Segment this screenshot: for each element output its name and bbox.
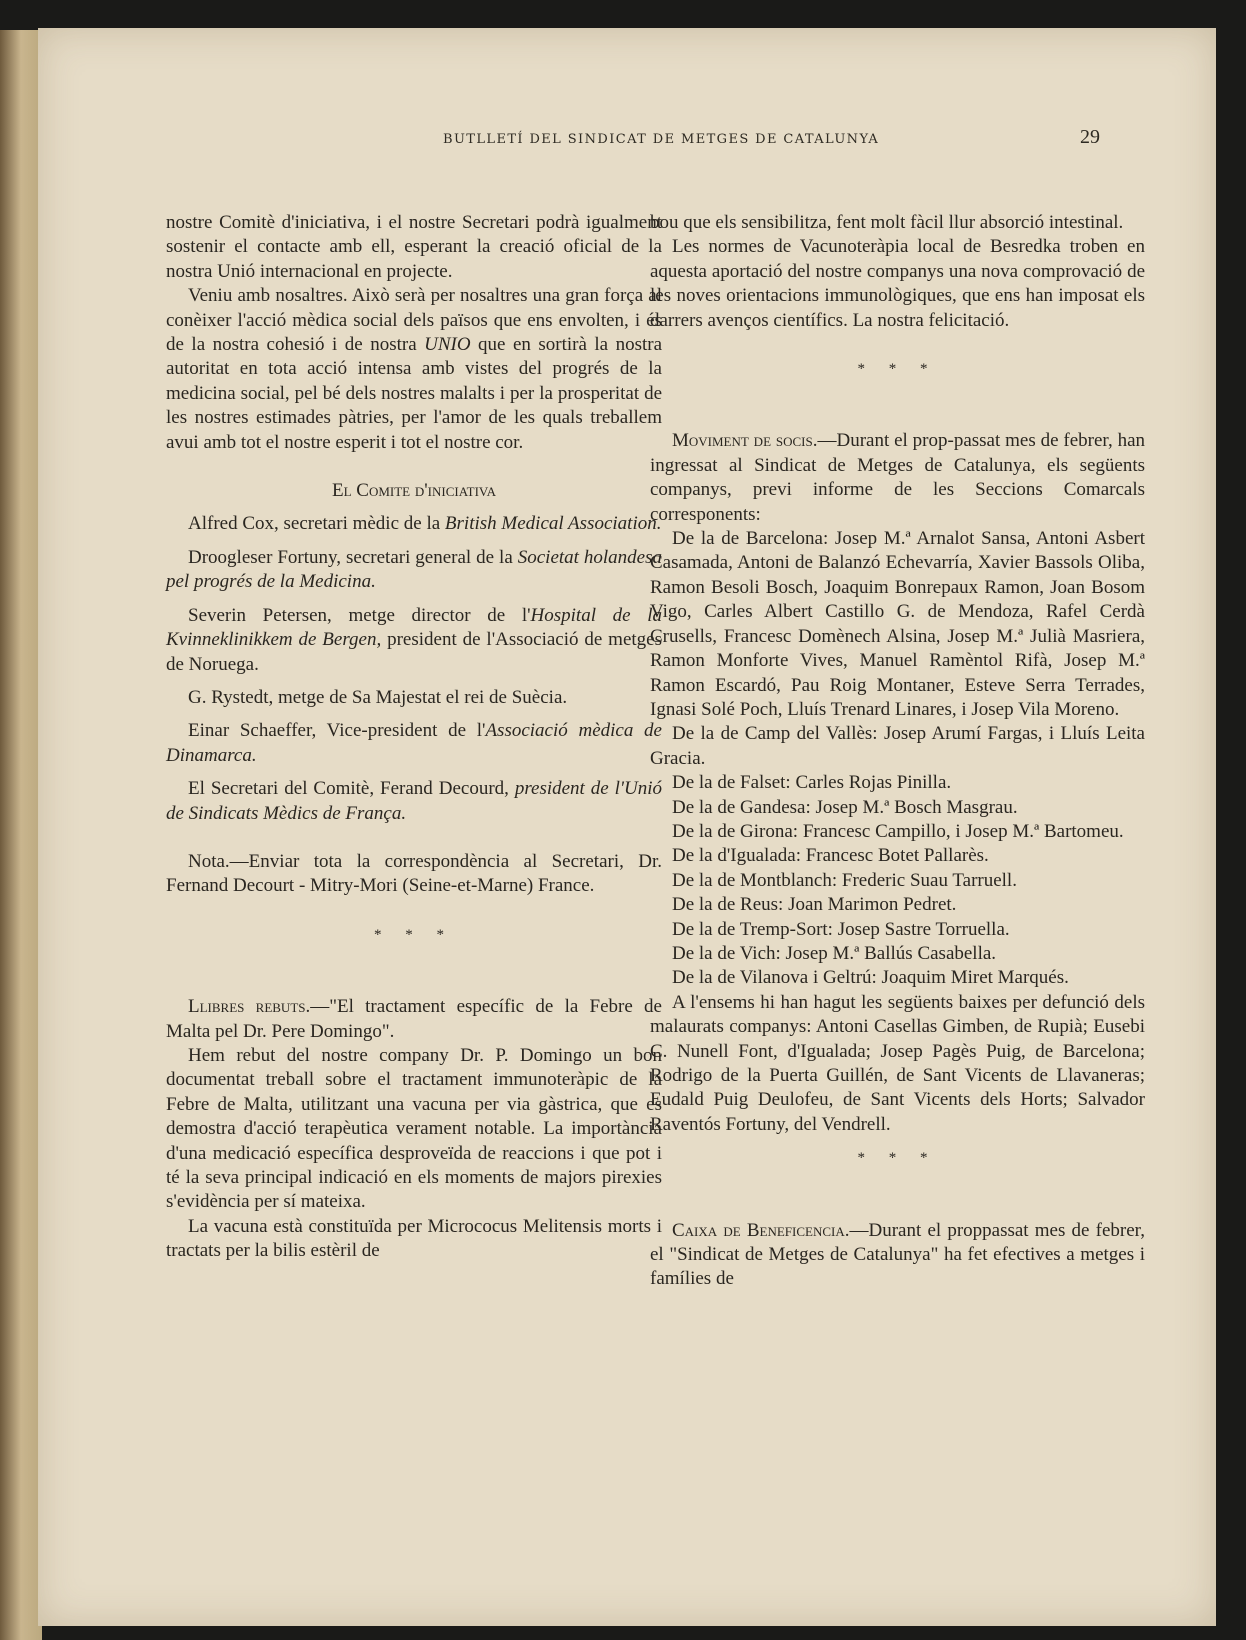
member-droogleser: Droogleser Fortuny, secretari general de la Societat holandesa pel progrés de la Medicina. bbox=[166, 546, 662, 593]
document-page bbox=[38, 28, 1216, 1626]
section-camp-valles: De la de Camp del Vallès: Josep Arumí Fargas, i Lluís Leita Gracia. bbox=[650, 723, 1145, 769]
vaccine-paragraph: La vacuna està constituïda per Micrococus Melitensis morts i tractats per la bilis estèril de bbox=[166, 1215, 662, 1262]
section-barcelona: De la de Barcelona: Josep M.ª Arnalot Sansa, Antoni Asbert Casamada, Antoni de Balanzó Echevarría, Xavier Bassols Oliba, Ramon Besoli Bosch, Joaquim Bonrepaux Ramon, Joan Bosom Vigo, Carles Albert Castillo G. de Mendoza, Rafel Cerdà Crusells, Francesc Domènech Alsina, Josep M.ª Julià Masriera, Ramon Monforte Vives, Manuel Ramèntol Rifà, Josep M.ª Ramon Escardó, Pau Roig Montaner, Esteve Serra Terrades, Ignasi Solé Poch, Lluís Trenard Linares, i Josep Vila Moreno. bbox=[650, 528, 1145, 720]
books-received: Llibres rebuts.—"El tractament específic de la Febre de Malta pel Dr. Pere Domingo". bbox=[166, 996, 662, 1042]
member-petersen: Severin Petersen, metge director de l'Hospital de la Kvinneklinikkem de Bergen, president de l'Associació de metges de Noruega. bbox=[166, 604, 663, 675]
member-cox: Alfred Cox, secretari mèdic de la British Medical Association. bbox=[188, 513, 662, 535]
section-gandesa: De la de Gandesa: Josep M.ª Bosch Masgrau. bbox=[672, 796, 1018, 818]
section-separator: * * * bbox=[857, 361, 938, 378]
section-montblanch: De la de Montblanch: Frederic Suau Tarruell. bbox=[672, 869, 1017, 891]
paragraph-appeal: Veniu amb nosaltres. Això serà per nosaltres una gran força al conèixer l'acció mèdica social dels països que ens envolten, i és de la nostra cohesió i de nostra UNIO que en sortirà la nostra autoritat en tota acció intensa amb vistes del progrés de la medicina social, pel bé dels nostres malalts i per la prosperitat de les nostres estimades pàtries, per l'amor de les quals treballem avui amb tot el nostre esperit i tot el nostre cor. bbox=[166, 285, 662, 453]
section-separator: * * * bbox=[857, 1150, 938, 1167]
member-rystedt: G. Rystedt, metge de Sa Majestat el rei de Suècia. bbox=[188, 686, 568, 708]
book-spine bbox=[0, 30, 42, 1640]
page-number: 29 bbox=[1080, 126, 1100, 148]
benefit-fund: Caixa de Beneficencia.—Durant el proppassat mes de febrer, el "Sindicat de Metges de Catalunya" ha fet efectives a metges i famílies de bbox=[650, 1219, 1146, 1290]
section-igualada: De la d'Igualada: Francesc Botet Pallarès. bbox=[672, 845, 989, 867]
section-tremp-sort: De la de Tremp-Sort: Josep Sastre Torruella. bbox=[672, 918, 1010, 940]
left-column bbox=[166, 211, 662, 1264]
paragraph-intro: nostre Comitè d'iniciativa, i el nostre Secretari podrà igualment sostenir el contacte amb ell, esperant la creació oficial de la nostra Unió internacional en projecte. bbox=[166, 212, 662, 282]
right-column bbox=[650, 211, 1145, 1292]
section-falset: De la de Falset: Carles Rojas Pinilla. bbox=[672, 772, 952, 794]
membership-movement: Moviment de socis.—Durant el prop-passat mes de febrer, han ingressat al Sindicat de Metges de Catalunya, els següents companys, previ informe de les Seccions Comarcals corresponents: bbox=[650, 430, 1145, 525]
committee-signature: El Comite d'iniciativa bbox=[331, 480, 497, 502]
section-girona: De la de Girona: Francesc Campillo, i Josep M.ª Bartomeu. bbox=[672, 820, 1124, 842]
paragraph-absorption: bou que els sensibilitza, fent molt fàcil llur absorció intestinal. bbox=[650, 212, 1124, 233]
section-reus: De la de Reus: Joan Marimon Pedret. bbox=[672, 894, 957, 916]
note-paragraph: Nota.—Enviar tota la correspondència al Secretari, Dr. Fernand Decourt - Mitry-Mori (Seine-et-Marne) France. bbox=[166, 850, 662, 897]
deaths-paragraph: A l'ensems hi han hagut les següents baixes per defunció dels malaurats companys: Antoni Casellas Gimben, de Rupià; Eusebi C. Nunell Font, d'Igualada; Josep Pagès Puig, de Barcelona; Rodrigo de la Puerta Guillén, de Sant Vicents de Llavaneras; Eudald Puig Deulofeu, de Sant Vicents dels Horts; Salvador Raventós Fortuny, del Vendrell. bbox=[650, 991, 1145, 1135]
section-separator: * * * bbox=[374, 926, 454, 943]
running-title: BUTLLETÍ DEL SINDICAT DE METGES DE CATALUNYA bbox=[443, 132, 880, 147]
section-vilanova: De la de Vilanova i Geltrú: Joaquim Miret Marqués. bbox=[672, 967, 1069, 989]
books-review: Hem rebut del nostre company Dr. P. Domingo un bon documentat treball sobre el tractament immunoteràpic de la Febre de Malta, utilitzant una vacuna per via gàstrica, que es demostra d'acció terapèutica verament notable. La importància d'una medicació específica desproveïda de reaccions i que pot i té la seva principal indicació en els moments de majors pirexies s'evidència per sí mateixa. bbox=[166, 1044, 662, 1213]
paragraph-vaccinotherapy: Les normes de Vacunoteràpia local de Besredka troben en aquesta aportació del nostre companys una nova comprovació de les noves orientacions immunològiques, que ens han imposat els darrers avenços científics. La nostra felicitació. bbox=[650, 236, 1145, 331]
member-schaeffer: Einar Schaeffer, Vice-president de l'Associació mèdica de Dinamarca. bbox=[166, 720, 662, 766]
page-header bbox=[38, 126, 1216, 156]
member-decourd: El Secretari del Comitè, Ferand Decourd, president de l'Unió de Sindicats Mèdics de França. bbox=[166, 778, 662, 824]
section-vich: De la de Vich: Josep M.ª Ballús Casabella. bbox=[672, 942, 997, 964]
